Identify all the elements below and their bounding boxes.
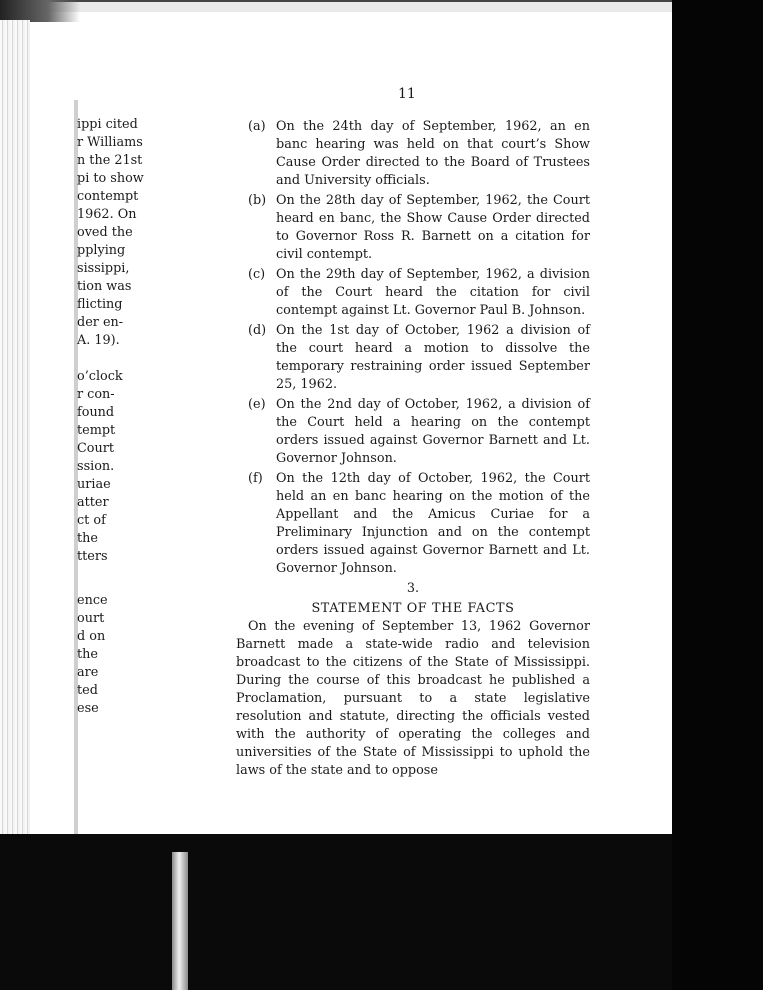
page-body bbox=[236, 118, 590, 780]
hearing-text: On the 28th day of September, 1962, the Court heard en banc, the Show Cause Order directed to Governor Ross R. Barnett on a citation for civil contempt. bbox=[276, 193, 590, 262]
fragment-line: 1962. On bbox=[77, 207, 137, 222]
fragment-line: the bbox=[77, 531, 98, 546]
scan-top-edge bbox=[0, 0, 680, 12]
fragment-line: Court bbox=[77, 441, 114, 456]
fragment-line: sissippi, bbox=[77, 261, 130, 276]
hearing-label: (b) bbox=[248, 193, 267, 208]
hearing-label: (a) bbox=[248, 119, 266, 134]
fragment-line: ence bbox=[77, 593, 108, 608]
fragment-line: r con- bbox=[77, 387, 115, 402]
fragment-gap bbox=[77, 350, 167, 368]
hearing-item bbox=[236, 192, 590, 264]
fragment-line: uriae bbox=[77, 477, 111, 492]
hearing-text: On the 12th day of October, 1962, the Court held an en banc hearing on the motion of the Appellant and the Amicus Curiae for a Preliminary Injunction and on the contempt orders issued against Governor Barnett and Lt. Governor Johnson. bbox=[276, 471, 590, 576]
fragment-line: ted bbox=[77, 683, 98, 698]
fragment-line: r Williams bbox=[77, 135, 143, 150]
hearing-label: (c) bbox=[248, 267, 266, 282]
fragment-line: ippi cited bbox=[77, 117, 138, 132]
fragment-line: d on bbox=[77, 629, 106, 644]
fragment-line: tion was bbox=[77, 279, 132, 294]
facing-page-fragments bbox=[77, 116, 167, 718]
hearing-item bbox=[236, 470, 590, 578]
fragment-line: are bbox=[77, 665, 99, 680]
hearing-text: On the 1st day of October, 1962 a division of the court heard a motion to dissolve the temporary restraining order issued September 25, 1962. bbox=[276, 323, 590, 392]
scan-background-bottom bbox=[0, 834, 672, 990]
fragment-line: ssion. bbox=[77, 459, 115, 474]
scan-background-right bbox=[672, 0, 763, 990]
fragment-line: tempt bbox=[77, 423, 116, 438]
hearing-item bbox=[236, 118, 590, 190]
fragment-line: contempt bbox=[77, 189, 139, 204]
section-number: 3. bbox=[406, 581, 420, 596]
fragment-line: the bbox=[77, 647, 98, 662]
fragment-line: atter bbox=[77, 495, 109, 510]
hearing-item bbox=[236, 266, 590, 320]
fragment-line: der en- bbox=[77, 315, 124, 330]
hearing-text: On the 2nd day of October, 1962, a division of the Court held a hearing on the contempt orders issued against Governor Barnett and Lt. Governor Johnson. bbox=[276, 397, 590, 466]
hearing-text: On the 29th day of September, 1962, a division of the Court heard the citation for civil contempt against Lt. Governor Paul B. Johnson. bbox=[276, 267, 590, 318]
fragment-gap bbox=[77, 566, 167, 592]
section-heading: STATEMENT OF THE FACTS bbox=[311, 601, 515, 616]
page-number: 11 bbox=[398, 86, 416, 102]
hearing-label: (e) bbox=[248, 397, 266, 412]
fragment-line: ct of bbox=[77, 513, 106, 528]
hearing-item bbox=[236, 322, 590, 394]
fragment-line: o’clock bbox=[77, 369, 123, 384]
fragment-line: oved the bbox=[77, 225, 133, 240]
fragment-line: flicting bbox=[77, 297, 123, 312]
facts-paragraph: On the evening of September 13, 1962 Governor Barnett made a state-wide radio and television broadcast to the citizens of the State of Mississippi. During the course of this broadcast he published a Proclamation, pursuant to a state legislative resolution and statute, directing the officials vested with the authority of operating the colleges and universities of the State of Mississippi to uphold the laws of the state and to oppose bbox=[236, 619, 590, 778]
hearing-label: (d) bbox=[248, 323, 267, 338]
hearing-item bbox=[236, 396, 590, 468]
fragment-line: A. 19). bbox=[77, 333, 120, 348]
fragment-line: tters bbox=[77, 549, 108, 564]
fragment-line: found bbox=[77, 405, 115, 420]
scanner-light-bar bbox=[172, 852, 188, 990]
hearing-text: On the 24th day of September, 1962, an en banc hearing was held on that court’s Show Cause Order directed to the Board of Trustees and University officials. bbox=[276, 119, 590, 188]
scan-top-smudge bbox=[0, 0, 80, 22]
fragment-line: pplying bbox=[77, 243, 126, 258]
fragment-line: ourt bbox=[77, 611, 105, 626]
fragment-line: pi to show bbox=[77, 171, 144, 186]
fragment-line: ese bbox=[77, 701, 99, 716]
fragment-line: n the 21st bbox=[77, 153, 143, 168]
hearing-label: (f) bbox=[248, 471, 263, 486]
